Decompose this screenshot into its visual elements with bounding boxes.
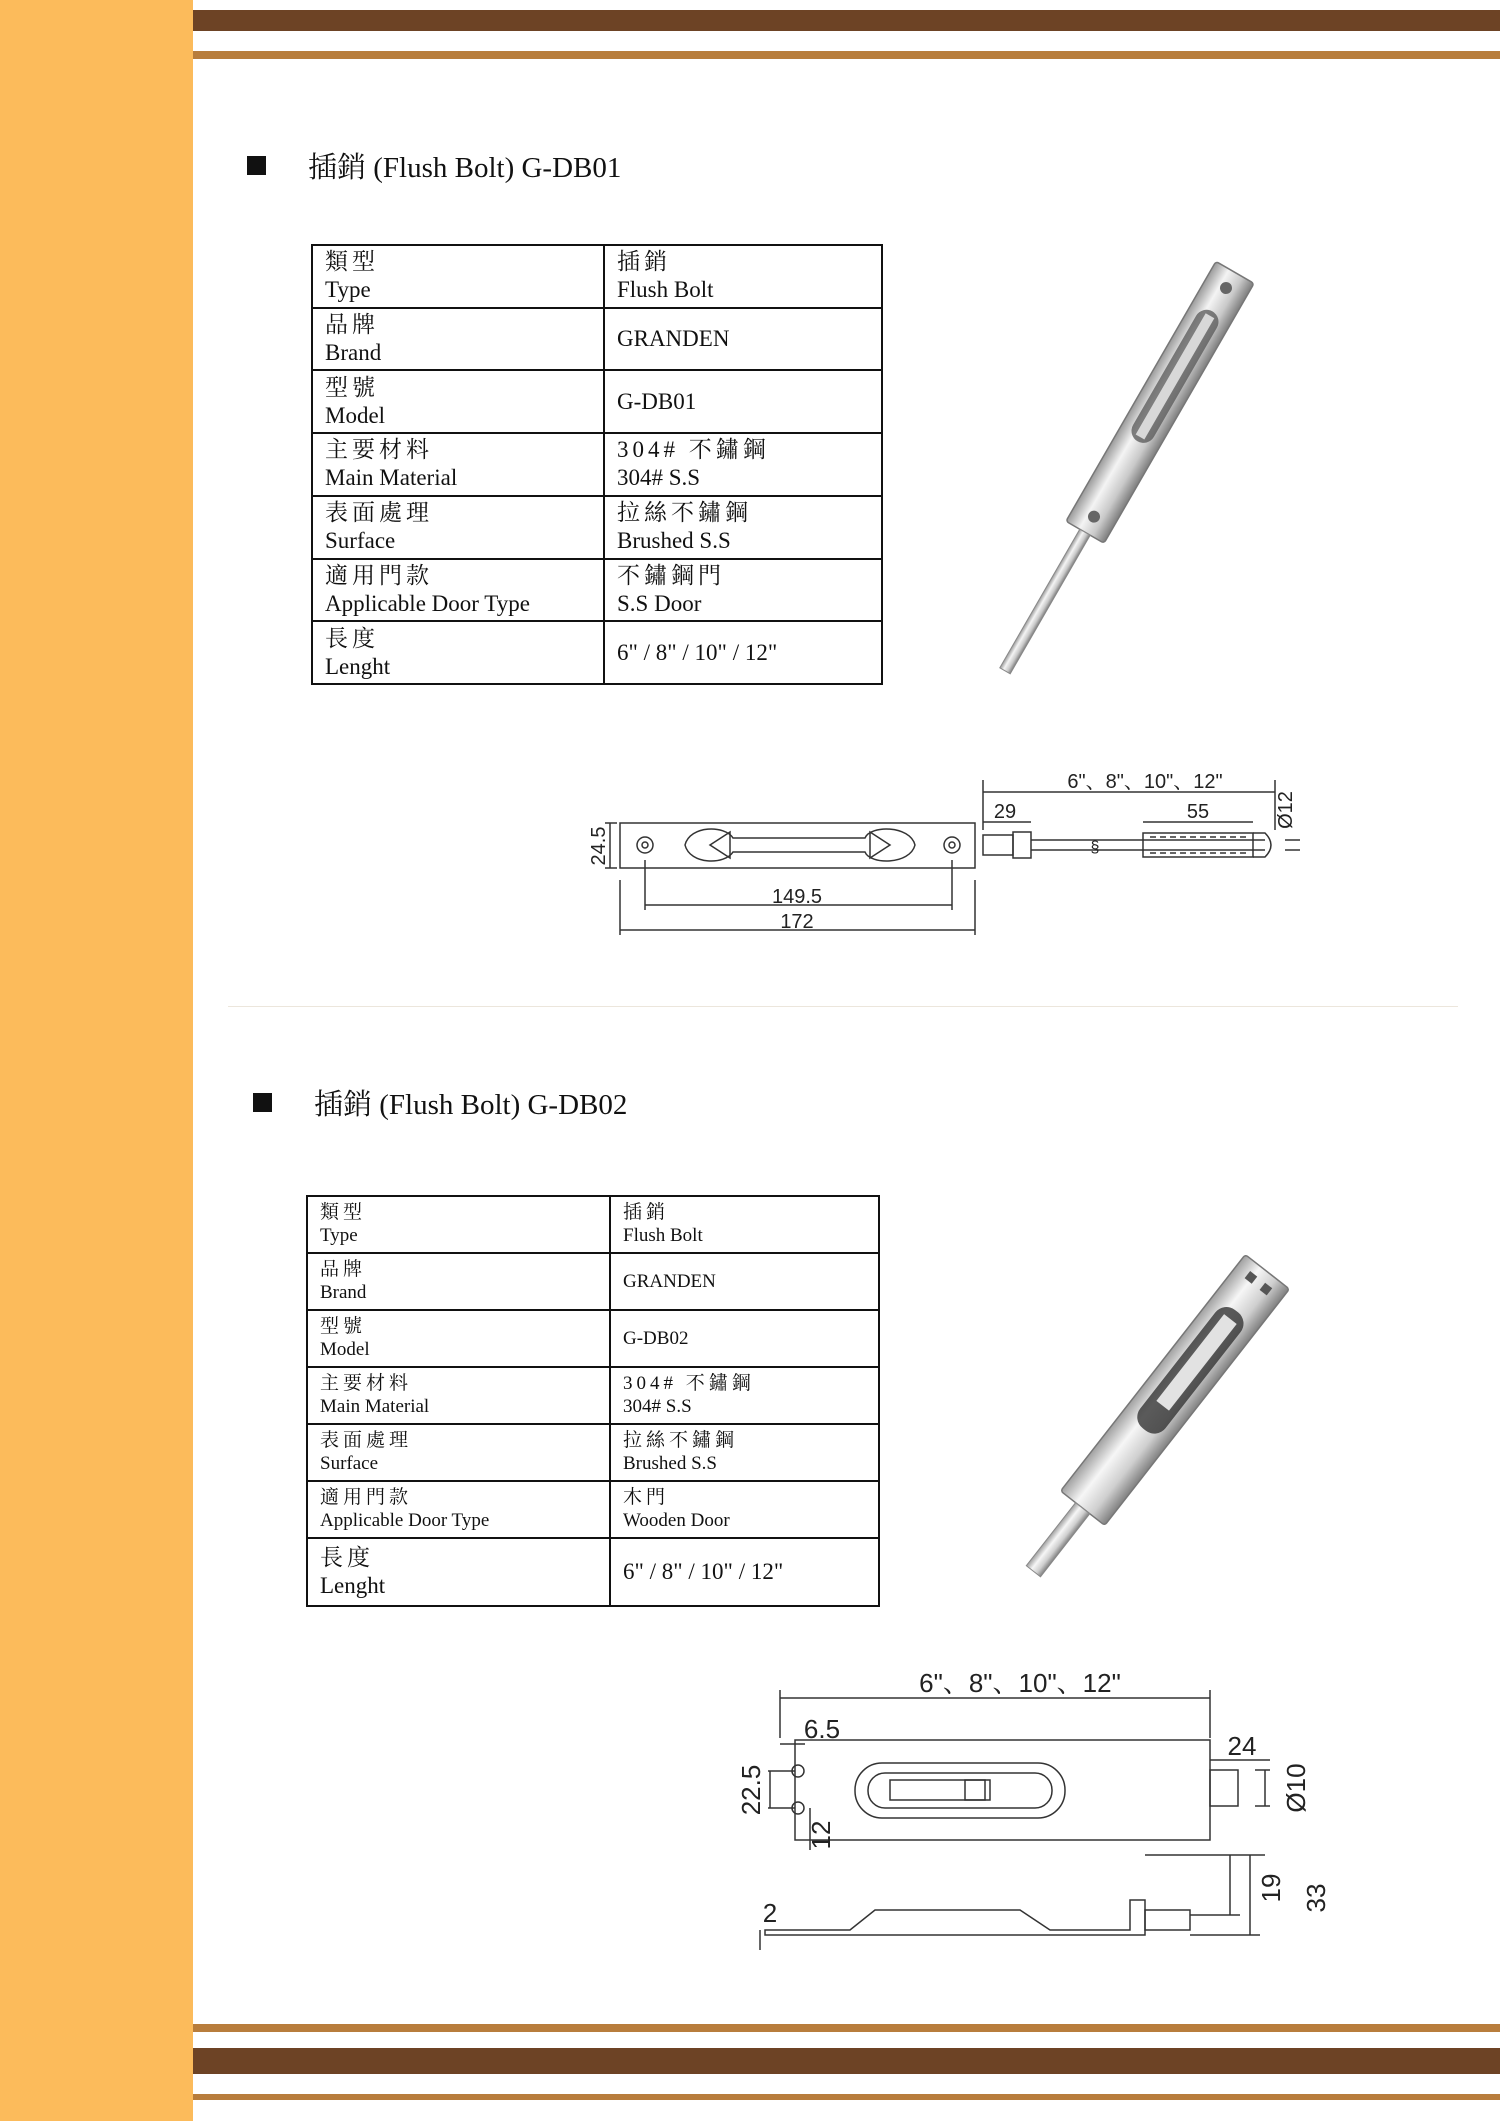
english-text: Type [325, 277, 371, 303]
chinese-text: 拉絲不鏽鋼 [623, 1429, 739, 1451]
section-divider [228, 1006, 1458, 1007]
spec-label [312, 370, 604, 433]
spec-label [312, 496, 604, 559]
bottom-band-dark [193, 2048, 1500, 2074]
top-band-dark [193, 10, 1500, 31]
spec-label [307, 1196, 610, 1253]
english-text: Surface [320, 1453, 379, 1475]
dim-label: 6.5 [803, 1714, 841, 1744]
dim-label: 22.5 [736, 1764, 766, 1816]
english-text: 6" / 8" / 10" / 12" [617, 639, 778, 665]
english-text: Flush Bolt [617, 277, 714, 303]
spec-label [312, 559, 604, 622]
dim-label: 6"、8"、10"、12" [919, 1668, 1121, 1698]
english-text: Model [325, 402, 386, 428]
english-text: Brand [325, 340, 382, 366]
spec-row-surface [312, 496, 882, 559]
spec-label [307, 1367, 610, 1424]
spec-row-surface [307, 1424, 879, 1481]
spec-label [312, 621, 604, 684]
english-text: Lenght [320, 1572, 386, 1598]
english-text: 304# S.S [617, 465, 701, 491]
english-text: Lenght [325, 653, 391, 679]
spec-value [610, 1538, 879, 1606]
chinese-text: 表面處理 [325, 500, 433, 526]
dim-label: 24.5 [588, 826, 610, 866]
chinese-text: 型號 [325, 374, 379, 400]
dim-label: Ø12 [1275, 791, 1297, 829]
product-title [253, 1082, 627, 1123]
english-text: Main Material [320, 1396, 430, 1418]
english-text: S.S Door [617, 590, 702, 616]
product-title-text: 插銷 (Flush Bolt) G-DB02 [314, 1089, 628, 1121]
chinese-text: 拉絲不鏽鋼 [617, 500, 752, 526]
product-title [247, 145, 621, 186]
chinese-text: 不鏽鋼門 [617, 562, 725, 588]
dim-label: 2 [762, 1898, 778, 1928]
spec-label [312, 433, 604, 496]
spec-value [604, 496, 882, 559]
chinese-text: 品牌 [320, 1259, 367, 1281]
english-text: Surface [325, 528, 396, 554]
english-text: GRANDEN [623, 1270, 716, 1292]
dim-label: 6"、8"、10"、12" [1067, 771, 1223, 793]
dim-label: 172 [780, 911, 814, 933]
chinese-text: 適用門款 [320, 1486, 413, 1508]
chinese-text: 品牌 [325, 312, 379, 337]
dim-label: 19 [1256, 1873, 1286, 1903]
technical-drawing [736, 1660, 1340, 1990]
spec-row-length [312, 621, 882, 684]
spec-value [610, 1196, 879, 1253]
product-photo [960, 235, 1380, 715]
english-text: G-DB02 [623, 1327, 689, 1349]
spec-value [610, 1424, 879, 1481]
spec-label [307, 1481, 610, 1538]
spec-row-material [312, 433, 882, 496]
bottom-band-light [193, 2024, 1500, 2032]
english-text: 304# S.S [623, 1396, 692, 1418]
spec-row-door-type [307, 1481, 879, 1538]
chinese-text: 主要材料 [325, 437, 433, 463]
english-text: GRANDEN [617, 326, 730, 352]
english-text: Applicable Door Type [325, 590, 530, 616]
chinese-text: 主要材料 [320, 1373, 413, 1395]
dim-label: 29 [993, 801, 1017, 823]
dim-label: 149.5 [771, 886, 823, 908]
top-band-light [193, 51, 1500, 59]
product-photo [985, 1220, 1405, 1620]
spec-value [610, 1367, 879, 1424]
spec-row-type [307, 1196, 879, 1253]
spec-label [312, 308, 604, 371]
spec-value [604, 308, 882, 371]
spec-row-brand [312, 308, 882, 371]
break-mark: § [1090, 839, 1100, 856]
chinese-text: 木門 [623, 1486, 670, 1508]
chinese-text: 插銷 [617, 249, 671, 275]
spec-value [610, 1253, 879, 1310]
technical-drawing [565, 760, 1315, 945]
chinese-text: 型號 [320, 1316, 367, 1338]
chinese-text: 插銷 [623, 1202, 670, 1224]
chinese-text: 長度 [320, 1544, 374, 1570]
spec-row-length [307, 1538, 879, 1606]
english-text: Wooden Door [623, 1510, 730, 1532]
english-text: Type [320, 1225, 358, 1247]
dim-label: 33 [1301, 1883, 1331, 1913]
dim-label: Ø10 [1281, 1763, 1311, 1813]
spec-table [311, 244, 883, 685]
english-text: Main Material [325, 465, 458, 491]
spec-row-brand [307, 1253, 879, 1310]
spec-value [610, 1481, 879, 1538]
spec-value [604, 621, 882, 684]
spec-label [307, 1253, 610, 1310]
square-bullet-icon [247, 156, 266, 175]
spec-label [312, 245, 604, 308]
spec-label [307, 1538, 610, 1606]
english-text: G-DB01 [617, 388, 697, 414]
spec-label [307, 1310, 610, 1367]
spec-value [610, 1310, 879, 1367]
spec-table [306, 1195, 880, 1607]
english-text: Model [320, 1339, 370, 1361]
english-text: Brand [320, 1282, 367, 1304]
chinese-text: 適用門款 [325, 562, 433, 588]
bottom-band-thin [193, 2094, 1500, 2100]
spec-value [604, 433, 882, 496]
spec-row-type [312, 245, 882, 308]
english-text: Brushed S.S [623, 1453, 717, 1475]
spec-value [604, 559, 882, 622]
chinese-text: 304# 不鏽鋼 [623, 1373, 755, 1395]
english-text: Flush Bolt [623, 1225, 703, 1247]
chinese-text: 類型 [320, 1202, 367, 1224]
chinese-text: 長度 [325, 625, 379, 651]
spec-row-door-type [312, 559, 882, 622]
english-text: 6" / 8" / 10" / 12" [623, 1558, 784, 1584]
spec-value [604, 370, 882, 433]
spec-row-model [307, 1310, 879, 1367]
square-bullet-icon [253, 1093, 272, 1112]
spec-value [604, 245, 882, 308]
side-color-band [0, 0, 193, 2121]
dim-label: 55 [1186, 801, 1210, 823]
spec-row-model [312, 370, 882, 433]
english-text: Applicable Door Type [320, 1510, 490, 1532]
dim-label: 24 [1227, 1731, 1257, 1761]
chinese-text: 304# 不鏽鋼 [617, 437, 770, 463]
product-title-text: 插銷 (Flush Bolt) G-DB01 [308, 152, 622, 184]
english-text: Brushed S.S [617, 528, 731, 554]
chinese-text: 表面處理 [320, 1429, 413, 1451]
chinese-text: 類型 [325, 249, 379, 275]
spec-row-material [307, 1367, 879, 1424]
dim-label: 12 [806, 1820, 836, 1850]
spec-label [307, 1424, 610, 1481]
